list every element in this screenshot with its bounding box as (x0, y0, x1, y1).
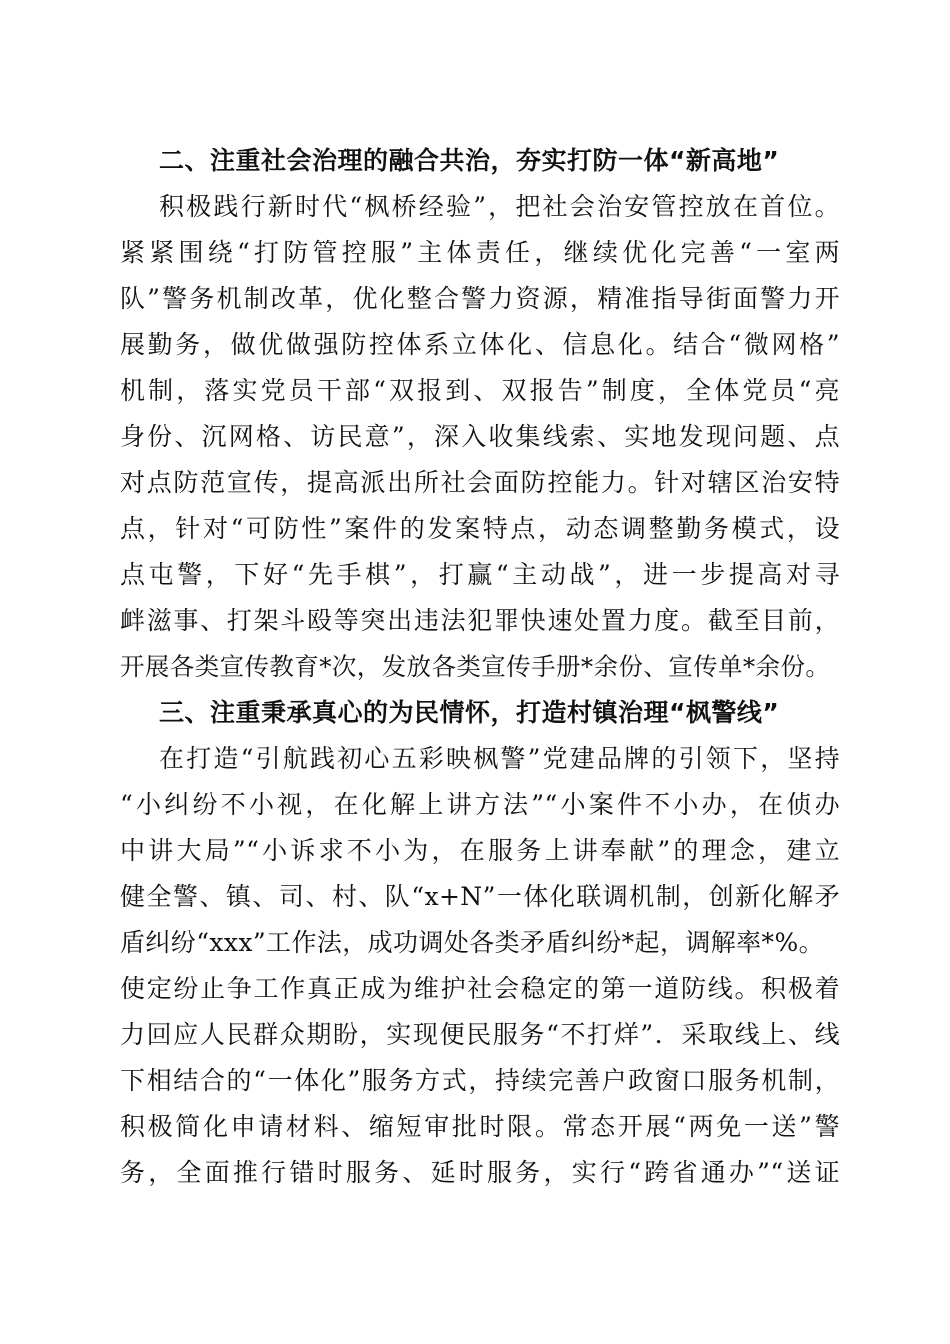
section-heading-2: 二、注重社会治理的融合共治，夯实打防一体“新高地” (159, 146, 780, 175)
paragraph-line: 衅滋事、打架斗殴等突出违法犯罪快速处置力度。截至目前， (120, 606, 840, 635)
paragraph-line: 积极简化申请材料、缩短审批时限。常态开展“两免一送”警 (120, 1112, 840, 1141)
paragraph-line: “小纠纷不小视，在化解上讲方法”“小案件不小办，在侦办 (120, 790, 840, 819)
paragraph-line: 机制，落实党员干部“双报到、双报告”制度，全体党员“亮 (120, 376, 840, 405)
paragraph-line: 务，全面推行错时服务、延时服务，实行“跨省通办”“送证 (120, 1158, 840, 1187)
paragraph-line: 中讲大局”“小诉求不小为，在服务上讲奉献”的理念，建立 (120, 836, 840, 865)
paragraph-line: 紧紧围绕“打防管控服”主体责任，继续优化完善“一室两 (120, 238, 840, 267)
paragraph-line: 展勤务，做优做强防控体系立体化、信息化。结合“微网格” (120, 330, 840, 359)
paragraph-line: 点，针对“可防性”案件的发案特点，动态调整勤务模式，设 (120, 514, 840, 543)
paragraph-line: 对点防范宣传，提高派出所社会面防控能力。针对辖区治安特 (120, 468, 840, 497)
paragraph-line: 在打造“引航践初心五彩映枫警”党建品牌的引领下，坚持 (159, 744, 840, 773)
paragraph-line: 点屯警，下好“先手棋”，打赢“主动战”，进一步提高对寻 (120, 560, 840, 589)
paragraph-line: 盾纠纷“xxx”工作法，成功调处各类矛盾纠纷*起，调解率*%。 (120, 928, 825, 957)
paragraph-line: 积极践行新时代“枫桥经验”，把社会治安管控放在首位。 (159, 192, 840, 221)
paragraph-line: 健全警、镇、司、村、队“x+N”一体化联调机制，创新化解矛 (120, 882, 840, 911)
paragraph-line: 队”警务机制改革，优化整合警力资源，精准指导街面警力开 (120, 284, 840, 313)
paragraph-line: 开展各类宣传教育*次，发放各类宣传手册*余份、宣传单*余份。 (120, 652, 831, 681)
paragraph-line: 下相结合的“一体化”服务方式，持续完善户政窗口服务机制， (120, 1066, 840, 1095)
paragraph-line: 力回应人民群众期盼，实现便民服务“不打烊”．采取线上、线 (120, 1020, 840, 1049)
paragraph-line: 身份、沉网格、访民意”，深入收集线索、实地发现问题、点 (120, 422, 840, 451)
paragraph-line: 使定纷止争工作真正成为维护社会稳定的第一道防线。积极着 (120, 974, 840, 1003)
section-heading-3: 三、注重秉承真心的为民情怀，打造村镇治理“枫警线” (159, 698, 780, 727)
